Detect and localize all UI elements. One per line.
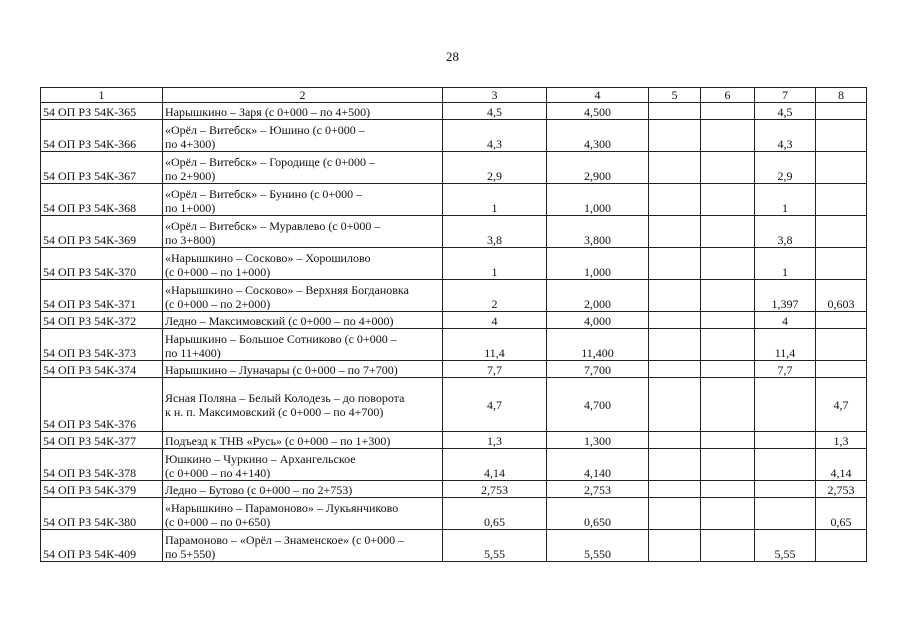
- value-cell-c6: [701, 530, 755, 562]
- value-cell-c5: [649, 329, 701, 361]
- value-cell-c4: 4,300: [547, 120, 649, 152]
- table-row: [41, 329, 867, 361]
- road-name-line: по 2+900): [165, 169, 216, 183]
- value-cell-c7: 4,5: [755, 103, 816, 120]
- value-cell-c7: 1: [755, 248, 816, 280]
- road-name-cell: [163, 312, 443, 329]
- value-cell-c4: 1,000: [547, 248, 649, 280]
- value-cell-c8: [816, 312, 867, 329]
- column-header-4: 4: [547, 88, 649, 103]
- value-cell-c6: [701, 432, 755, 449]
- value-cell-c4: 2,900: [547, 152, 649, 184]
- roads-table: [40, 87, 867, 562]
- value-cell-c4: 4,000: [547, 312, 649, 329]
- table-row: [41, 481, 867, 498]
- value-cell-c6: [701, 481, 755, 498]
- value-cell-c5: [649, 120, 701, 152]
- table-row: [41, 378, 867, 432]
- road-name-cell: [163, 184, 443, 216]
- road-name-cell: [163, 530, 443, 562]
- road-code-cell: 54 ОП РЗ 54К-373: [41, 329, 163, 361]
- value-cell-c8: [816, 248, 867, 280]
- value-cell-c6: [701, 361, 755, 378]
- road-name-line: (с 0+000 – по 0+650): [165, 515, 271, 529]
- value-cell-c6: [701, 280, 755, 312]
- value-cell-c3: 4,3: [443, 120, 547, 152]
- road-name-line: Ледно – Бутово (с 0+000 – по 2+753): [165, 483, 353, 497]
- value-cell-c7: 1,397: [755, 280, 816, 312]
- value-cell-c3: 0,65: [443, 498, 547, 530]
- column-header-6: 6: [701, 88, 755, 103]
- road-code-cell: 54 ОП РЗ 54К-378: [41, 449, 163, 481]
- road-name-line: «Нарышкино – Сосково» – Верхняя Богдановка: [165, 283, 409, 297]
- road-name-line: (с 0+000 – по 1+000): [165, 265, 271, 279]
- table-row: [41, 498, 867, 530]
- road-name-line: «Нарышкино – Парамоново» – Лукьянчиково: [165, 501, 399, 515]
- value-cell-c3: 2: [443, 280, 547, 312]
- page-number: 28: [446, 49, 459, 64]
- table-row: [41, 120, 867, 152]
- road-code-cell: 54 ОП РЗ 54К-379: [41, 481, 163, 498]
- road-name-line: Ясная Поляна – Белый Колодезь – до поворота: [165, 390, 405, 405]
- road-name-cell: [163, 432, 443, 449]
- road-name-line: Нарышкино – Заря (с 0+000 – по 4+500): [165, 105, 371, 119]
- value-cell-c3: 2,753: [443, 481, 547, 498]
- value-cell-c6: [701, 103, 755, 120]
- value-cell-c4: 0,650: [547, 498, 649, 530]
- road-name-line: Нарышкино – Луначары (с 0+000 – по 7+700): [165, 363, 398, 377]
- table-row: [41, 280, 867, 312]
- table-row: [41, 361, 867, 378]
- road-name-line: по 1+000): [165, 201, 216, 215]
- value-cell-c3: 1: [443, 184, 547, 216]
- value-cell-c4: 4,500: [547, 103, 649, 120]
- road-name-line: Подъезд к ТНВ «Русь» (с 0+000 – по 1+300): [165, 434, 391, 448]
- value-cell-c3: 4,5: [443, 103, 547, 120]
- header-row: [41, 88, 867, 103]
- column-header-1: 1: [41, 88, 163, 103]
- value-cell-c6: [701, 378, 755, 432]
- road-name-cell: [163, 216, 443, 248]
- value-cell-c3: 4,14: [443, 449, 547, 481]
- table-body: [41, 88, 867, 562]
- road-name-line: по 5+550): [165, 547, 216, 561]
- value-cell-c4: 5,550: [547, 530, 649, 562]
- value-cell-c4: 4,700: [547, 378, 649, 432]
- value-cell-c8: [816, 152, 867, 184]
- value-cell-c7: 2,9: [755, 152, 816, 184]
- road-name-line: по 11+400): [165, 346, 221, 360]
- table-row: [41, 152, 867, 184]
- road-name-cell: [163, 152, 443, 184]
- value-cell-c5: [649, 280, 701, 312]
- value-cell-c6: [701, 248, 755, 280]
- table-row: [41, 432, 867, 449]
- table-row: [41, 216, 867, 248]
- road-name-line: «Орёл – Витебск» – Городище (с 0+000 –: [165, 155, 375, 169]
- road-name-line: к н. п. Максимовский (с 0+000 – по 4+700): [165, 404, 384, 419]
- table-row: [41, 312, 867, 329]
- value-cell-c8: [816, 184, 867, 216]
- road-name-line: Юшкино – Чуркино – Архангельское: [165, 452, 356, 466]
- road-name-line: по 4+300): [165, 137, 216, 151]
- value-cell-c6: [701, 120, 755, 152]
- value-cell-c4: 2,753: [547, 481, 649, 498]
- value-cell-c6: [701, 329, 755, 361]
- value-cell-c5: [649, 481, 701, 498]
- column-header-8: 8: [816, 88, 867, 103]
- value-cell-c8: 4,14: [816, 449, 867, 481]
- table-row: [41, 103, 867, 120]
- value-cell-c7: 3,8: [755, 216, 816, 248]
- value-cell-c4: 4,140: [547, 449, 649, 481]
- road-name-cell: [163, 280, 443, 312]
- road-code-cell: 54 ОП РЗ 54К-377: [41, 432, 163, 449]
- value-cell-c7: [755, 378, 816, 432]
- value-cell-c3: 3,8: [443, 216, 547, 248]
- value-cell-c6: [701, 498, 755, 530]
- value-cell-c3: 1: [443, 248, 547, 280]
- road-name-line: Нарышкино – Большое Сотниково (с 0+000 –: [165, 332, 397, 346]
- value-cell-c4: 1,300: [547, 432, 649, 449]
- value-cell-c8: [816, 329, 867, 361]
- road-name-cell: [163, 120, 443, 152]
- value-cell-c7: [755, 498, 816, 530]
- value-cell-c6: [701, 312, 755, 329]
- value-cell-c5: [649, 184, 701, 216]
- road-name-cell: [163, 361, 443, 378]
- value-cell-c5: [649, 449, 701, 481]
- value-cell-c5: [649, 498, 701, 530]
- value-cell-c8: [816, 361, 867, 378]
- value-cell-c7: 11,4: [755, 329, 816, 361]
- road-code-cell: 54 ОП РЗ 54К-374: [41, 361, 163, 378]
- road-name-cell: [163, 378, 443, 432]
- value-cell-c5: [649, 103, 701, 120]
- value-cell-c7: 4: [755, 312, 816, 329]
- value-cell-c4: 11,400: [547, 329, 649, 361]
- road-code-cell: 54 ОП РЗ 54К-409: [41, 530, 163, 562]
- table-row: [41, 248, 867, 280]
- column-header-2: 2: [163, 88, 443, 103]
- road-name-cell: [163, 498, 443, 530]
- value-cell-c7: [755, 481, 816, 498]
- value-cell-c8: 1,3: [816, 432, 867, 449]
- road-code-cell: 54 ОП РЗ 54К-369: [41, 216, 163, 248]
- value-cell-c8: [816, 120, 867, 152]
- value-cell-c3: 1,3: [443, 432, 547, 449]
- value-cell-c8: [816, 530, 867, 562]
- value-cell-c5: [649, 152, 701, 184]
- value-cell-c8: 0,65: [816, 498, 867, 530]
- road-name-line: по 3+800): [165, 233, 216, 247]
- road-code-cell: 54 ОП РЗ 54К-368: [41, 184, 163, 216]
- road-code-cell: 54 ОП РЗ 54К-372: [41, 312, 163, 329]
- value-cell-c3: 2,9: [443, 152, 547, 184]
- value-cell-c3: 11,4: [443, 329, 547, 361]
- road-code-cell: 54 ОП РЗ 54К-365: [41, 103, 163, 120]
- value-cell-c6: [701, 184, 755, 216]
- road-name-line: «Орёл – Витебск» – Бунино (с 0+000 –: [165, 187, 363, 201]
- column-header-3: 3: [443, 88, 547, 103]
- value-cell-c5: [649, 216, 701, 248]
- value-cell-c6: [701, 152, 755, 184]
- road-code-cell: 54 ОП РЗ 54К-371: [41, 280, 163, 312]
- value-cell-c3: 5,55: [443, 530, 547, 562]
- road-code-cell: 54 ОП РЗ 54К-376: [41, 378, 163, 432]
- value-cell-c8: [816, 103, 867, 120]
- table-row: [41, 530, 867, 562]
- road-name-cell: [163, 329, 443, 361]
- road-name-cell: [163, 248, 443, 280]
- value-cell-c4: 7,700: [547, 361, 649, 378]
- table-row: [41, 449, 867, 481]
- value-cell-c4: 2,000: [547, 280, 649, 312]
- value-cell-c3: 4: [443, 312, 547, 329]
- value-cell-c5: [649, 248, 701, 280]
- road-name-line: Парамоново – «Орёл – Знаменское» (с 0+000 –: [165, 533, 405, 547]
- value-cell-c4: 3,800: [547, 216, 649, 248]
- value-cell-c5: [649, 361, 701, 378]
- value-cell-c7: 7,7: [755, 361, 816, 378]
- road-name-cell: [163, 449, 443, 481]
- value-cell-c8: 2,753: [816, 481, 867, 498]
- road-name-line: (с 0+000 – по 2+000): [165, 297, 271, 311]
- column-header-5: 5: [649, 88, 701, 103]
- road-code-cell: 54 ОП РЗ 54К-380: [41, 498, 163, 530]
- value-cell-c5: [649, 378, 701, 432]
- value-cell-c5: [649, 530, 701, 562]
- road-code-cell: 54 ОП РЗ 54К-366: [41, 120, 163, 152]
- value-cell-c5: [649, 312, 701, 329]
- value-cell-c6: [701, 449, 755, 481]
- value-cell-c4: 1,000: [547, 184, 649, 216]
- road-code-cell: 54 ОП РЗ 54К-370: [41, 248, 163, 280]
- value-cell-c7: 1: [755, 184, 816, 216]
- table-row: [41, 184, 867, 216]
- value-cell-c6: [701, 216, 755, 248]
- road-name-cell: [163, 103, 443, 120]
- column-header-7: 7: [755, 88, 816, 103]
- road-name-line: «Орёл – Витебск» – Юшино (с 0+000 –: [165, 123, 365, 137]
- value-cell-c7: [755, 432, 816, 449]
- road-name-line: (с 0+000 – по 4+140): [165, 466, 271, 480]
- value-cell-c8: 4,7: [816, 378, 867, 432]
- value-cell-c3: 7,7: [443, 361, 547, 378]
- value-cell-c5: [649, 432, 701, 449]
- value-cell-c7: [755, 449, 816, 481]
- road-name-line: Ледно – Максимовский (с 0+000 – по 4+000): [165, 314, 394, 328]
- road-name-line: «Орёл – Витебск» – Муравлево (с 0+000 –: [165, 219, 381, 233]
- value-cell-c3: 4,7: [443, 378, 547, 432]
- road-name-cell: [163, 481, 443, 498]
- value-cell-c8: [816, 216, 867, 248]
- value-cell-c7: 4,3: [755, 120, 816, 152]
- value-cell-c8: 0,603: [816, 280, 867, 312]
- value-cell-c7: 5,55: [755, 530, 816, 562]
- road-name-line: «Нарышкино – Сосково» – Хорошилово: [165, 251, 371, 265]
- road-code-cell: 54 ОП РЗ 54К-367: [41, 152, 163, 184]
